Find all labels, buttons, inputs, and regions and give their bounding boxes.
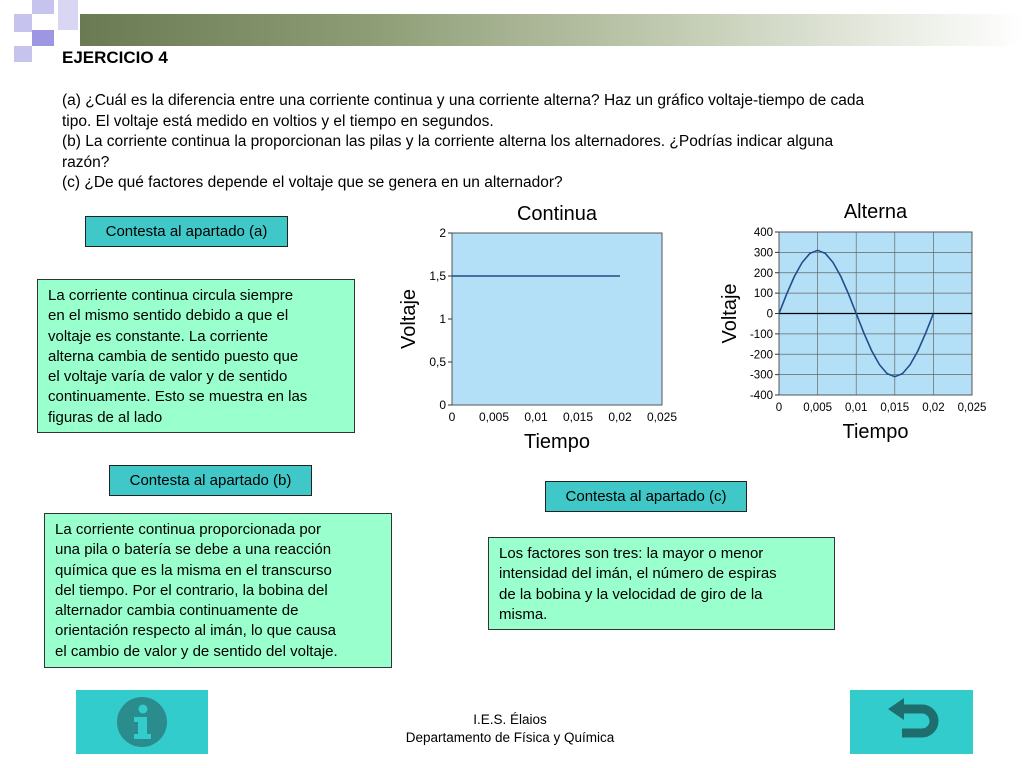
- school-name: I.E.S. Élaios: [473, 712, 547, 727]
- answer-c-box: [488, 537, 835, 630]
- answer-line: de la bobina y la velocidad de giro de la: [499, 585, 763, 603]
- y-tick-label: 1,5: [429, 269, 446, 283]
- question-line: razón?: [62, 153, 110, 171]
- answer-line: intensidad del imán, el número de espiras: [499, 565, 777, 583]
- y-tick-label: 400: [753, 227, 773, 239]
- answer-line: química que es la misma en el transcurso: [55, 561, 332, 579]
- y-tick-label: 100: [753, 288, 773, 301]
- answer-line: voltaje es constante. La corriente: [48, 327, 269, 345]
- ac-voltage-chart: [712, 195, 1002, 450]
- question-line: (b) La corriente continua la proporcionan las pilas y la corriente alterna los alternadores. ¿Podrías indicar alguna: [62, 133, 834, 150]
- decorative-square: [32, 0, 54, 14]
- x-tick-label: 0,02: [608, 410, 632, 424]
- x-axis-label: Tiempo: [842, 421, 909, 443]
- y-tick-label: 0: [766, 308, 773, 321]
- answer-b-box: [44, 513, 392, 668]
- answer-line: una pila o batería se debe a una reacción: [55, 541, 332, 559]
- department-name: Departamento de Física y Química: [405, 730, 615, 745]
- plot-area: [452, 233, 662, 405]
- answer-c-button[interactable]: Contesta al apartado (c): [545, 481, 747, 512]
- y-tick-label: -100: [749, 328, 773, 341]
- chart-title: Alterna: [843, 201, 908, 223]
- x-tick-label: 0,025: [646, 410, 678, 424]
- decorative-square: [14, 14, 32, 32]
- y-tick-label: -400: [749, 390, 773, 402]
- x-tick-label: 0: [775, 402, 783, 414]
- question-line: (a) ¿Cuál es la diferencia entre una corriente continua y una corriente alterna? Haz un gráfico voltaje-tiempo de cada: [62, 92, 865, 109]
- question-text: [62, 91, 962, 194]
- x-tick-label: 0,015: [562, 410, 594, 424]
- y-tick-label: -200: [749, 349, 773, 362]
- y-tick-label: 300: [753, 247, 773, 260]
- x-tick-label: 0,02: [922, 402, 945, 414]
- return-arrow-icon: [850, 690, 973, 754]
- dc-voltage-chart: [390, 195, 690, 460]
- decorative-square: [58, 0, 78, 30]
- decorative-square: [14, 46, 32, 62]
- chart-title: Continua: [516, 203, 598, 225]
- x-tick-label: 0,01: [845, 402, 868, 414]
- info-icon: [76, 690, 208, 754]
- y-tick-label: 1: [439, 312, 446, 326]
- answer-line: el cambio de valor y de sentido del voltaje.: [55, 642, 338, 660]
- x-tick-label: 0,025: [957, 402, 987, 414]
- answer-line: alternador cambia continuamente de: [55, 602, 299, 620]
- question-line: tipo. El voltaje está medido en voltios y el tiempo en segundos.: [62, 112, 494, 130]
- answer-line: del tiempo. Por el contrario, la bobina del: [55, 581, 328, 599]
- answer-line: La corriente continua proporcionada por: [55, 521, 322, 538]
- y-axis-label: Voltaje: [398, 288, 420, 350]
- footer: [360, 711, 660, 747]
- answer-line: La corriente continua circula siempre: [48, 287, 294, 304]
- y-tick-label: 0: [439, 398, 446, 412]
- y-tick-label: 2: [439, 226, 446, 240]
- answer-line: alterna cambia de sentido puesto que: [48, 347, 299, 365]
- answer-b-button[interactable]: Contesta al apartado (b): [109, 465, 312, 496]
- answer-a-box: [37, 279, 355, 433]
- answer-line: Los factores son tres: la mayor o menor: [499, 545, 764, 562]
- info-button[interactable]: [76, 690, 208, 754]
- answer-line: misma.: [499, 605, 548, 623]
- y-axis-label: Voltaje: [719, 283, 741, 344]
- x-tick-label: 0: [448, 410, 456, 424]
- answer-line: continuamente. Esto se muestra en las: [48, 388, 308, 406]
- x-tick-label: 0,015: [880, 402, 910, 414]
- y-tick-label: -300: [749, 369, 773, 382]
- answer-line: el voltaje varía de valor y de sentido: [48, 368, 288, 386]
- x-tick-label: 0,01: [524, 410, 548, 424]
- answer-line: figuras de al lado: [48, 408, 163, 426]
- question-line: (c) ¿De qué factores depende el voltaje que se genera en un alternador?: [62, 174, 563, 191]
- answer-line: en el mismo sentido debido a que el: [48, 307, 289, 325]
- header-bar: [80, 14, 1024, 46]
- answer-a-button[interactable]: Contesta al apartado (a): [85, 216, 288, 247]
- y-tick-label: 0,5: [429, 355, 446, 369]
- x-tick-label: 0,005: [478, 410, 510, 424]
- x-axis-label: Tiempo: [524, 431, 590, 453]
- x-tick-label: 0,005: [803, 402, 832, 414]
- decorative-square: [32, 30, 54, 46]
- y-tick-label: 200: [753, 267, 773, 280]
- answer-line: orientación respecto al imán, lo que causa: [55, 622, 337, 640]
- return-button[interactable]: [850, 690, 973, 754]
- exercise-title: EJERCICIO 4: [62, 48, 168, 67]
